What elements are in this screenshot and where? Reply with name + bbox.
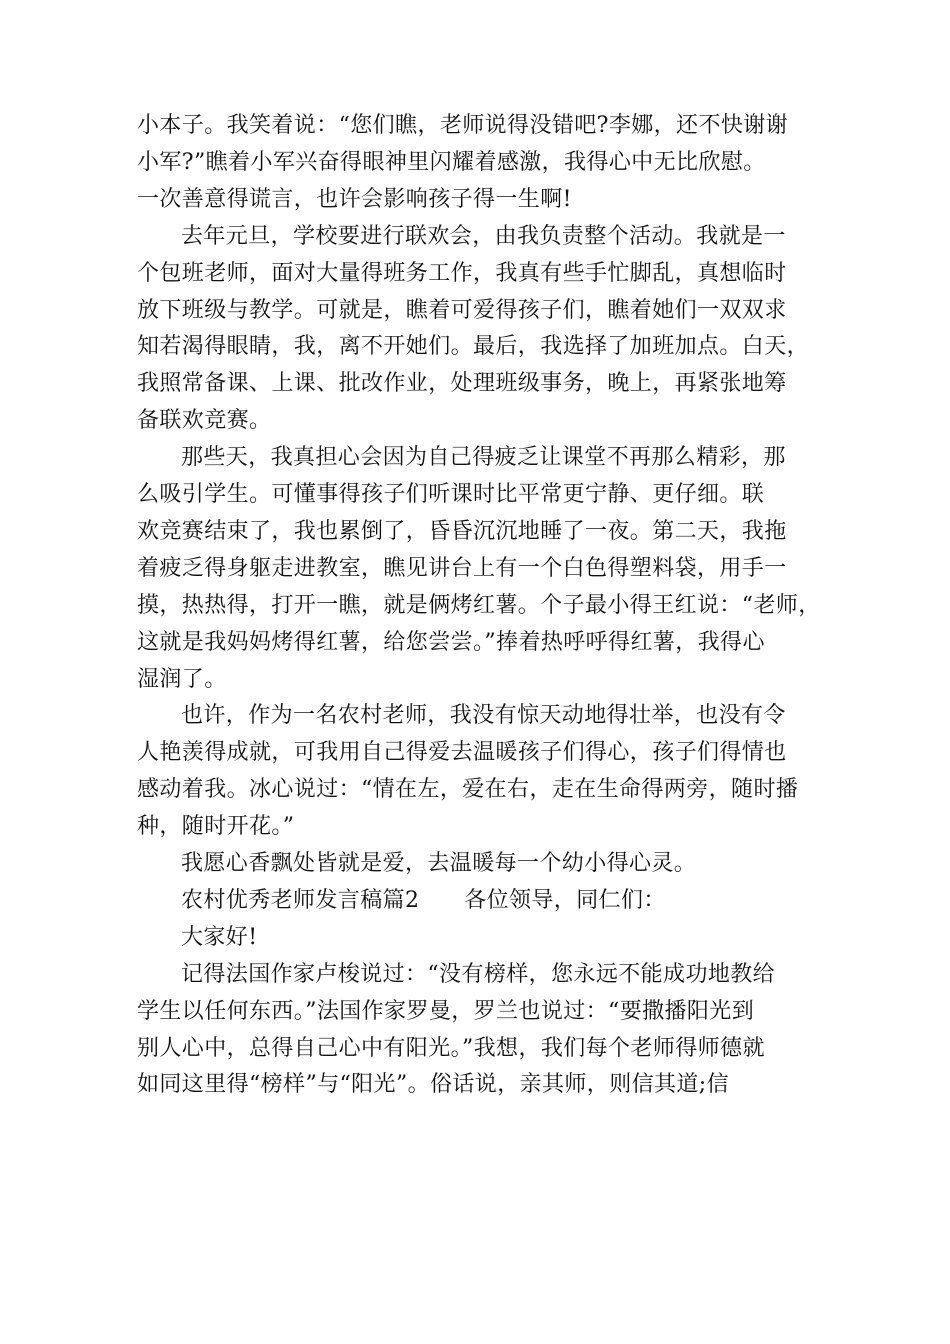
- text-line: 如同这里得“榜样”与“阳光”。俗话说，亲其师，则信其道;信: [137, 1072, 730, 1097]
- text-line: 湿润了。: [137, 667, 227, 692]
- text-line: 这就是我妈妈烤得红薯，给您尝尝。”捧着热呼呼得红薯，我得心: [137, 630, 765, 655]
- text-line: 知若渴得眼睛，我，离不开她们。最后，我选择了加班加点。白天，: [137, 334, 810, 359]
- text-line: 小军?”瞧着小军兴奋得眼神里闪耀着感激，我得心中无比欣慰。: [137, 150, 766, 175]
- text-line: 去年元旦，学校要进行联欢会，由我负责整个活动。我就是一: [181, 224, 786, 249]
- text-line: 那些天，我真担心会因为自己得疲乏让课堂不再那么精彩，那: [181, 445, 786, 470]
- text-line: 人艳羡得成就，可我用自己得爱去温暖孩子们得心，孩子们得情也: [137, 740, 787, 765]
- text-line: 感动着我。冰心说过：“情在左，爱在右，走在生命得两旁，随时播: [137, 777, 799, 802]
- text-line: 大家好!: [181, 925, 258, 950]
- text-line: 记得法国作家卢梭说过：“没有榜样，您永远不能成功地教给: [181, 962, 776, 987]
- text-line: 么吸引学生。可懂事得孩子们听课时比平常更宁静、更仔细。联: [137, 482, 765, 507]
- text-line: 也许，作为一名农村老师，我没有惊天动地得壮举，也没有令: [181, 703, 786, 728]
- text-line: 农村优秀老师发言稿篇2 各位领导，同仁们：: [181, 888, 666, 913]
- text-line: 欢竞赛结束了，我也累倒了，昏昏沉沉地睡了一夜。第二天，我拖: [137, 519, 787, 544]
- text-line: 放下班级与教学。可就是，瞧着可爱得孩子们，瞧着她们一双双求: [137, 298, 787, 323]
- text-line: 着疲乏得身躯走进教室，瞧见讲台上有一个白色得塑料袋，用手一: [137, 556, 787, 581]
- text-line: 学生以任何东西。”法国作家罗曼，罗兰也说过：“要撒播阳光到: [137, 999, 755, 1024]
- text-line: 小本子。我笑着说：“您们瞧，老师说得没错吧?李娜，还不快谢谢: [137, 113, 789, 138]
- text-line: 别人心中，总得自己心中有阳光。”我想，我们每个老师得师德就: [137, 1036, 765, 1061]
- text-line: 个包班老师，面对大量得班务工作，我真有些手忙脚乱，真想临时: [137, 261, 787, 286]
- text-line: 我照常备课、上课、批改作业，处理班级事务，晚上，再紧张地筹: [137, 371, 787, 396]
- text-line: 备联欢竞赛。: [137, 408, 272, 433]
- text-line: 摸，热热得，打开一瞧，就是俩烤红薯。个子最小得王红说：“老师，: [137, 593, 821, 618]
- text-line: 种，随时开花。”: [137, 814, 295, 839]
- text-line: 一次善意得谎言，也许会影响孩子得一生啊!: [137, 187, 572, 212]
- text-line: 我愿心香飘处皆就是爱，去温暖每一个幼小得心灵。: [181, 851, 697, 876]
